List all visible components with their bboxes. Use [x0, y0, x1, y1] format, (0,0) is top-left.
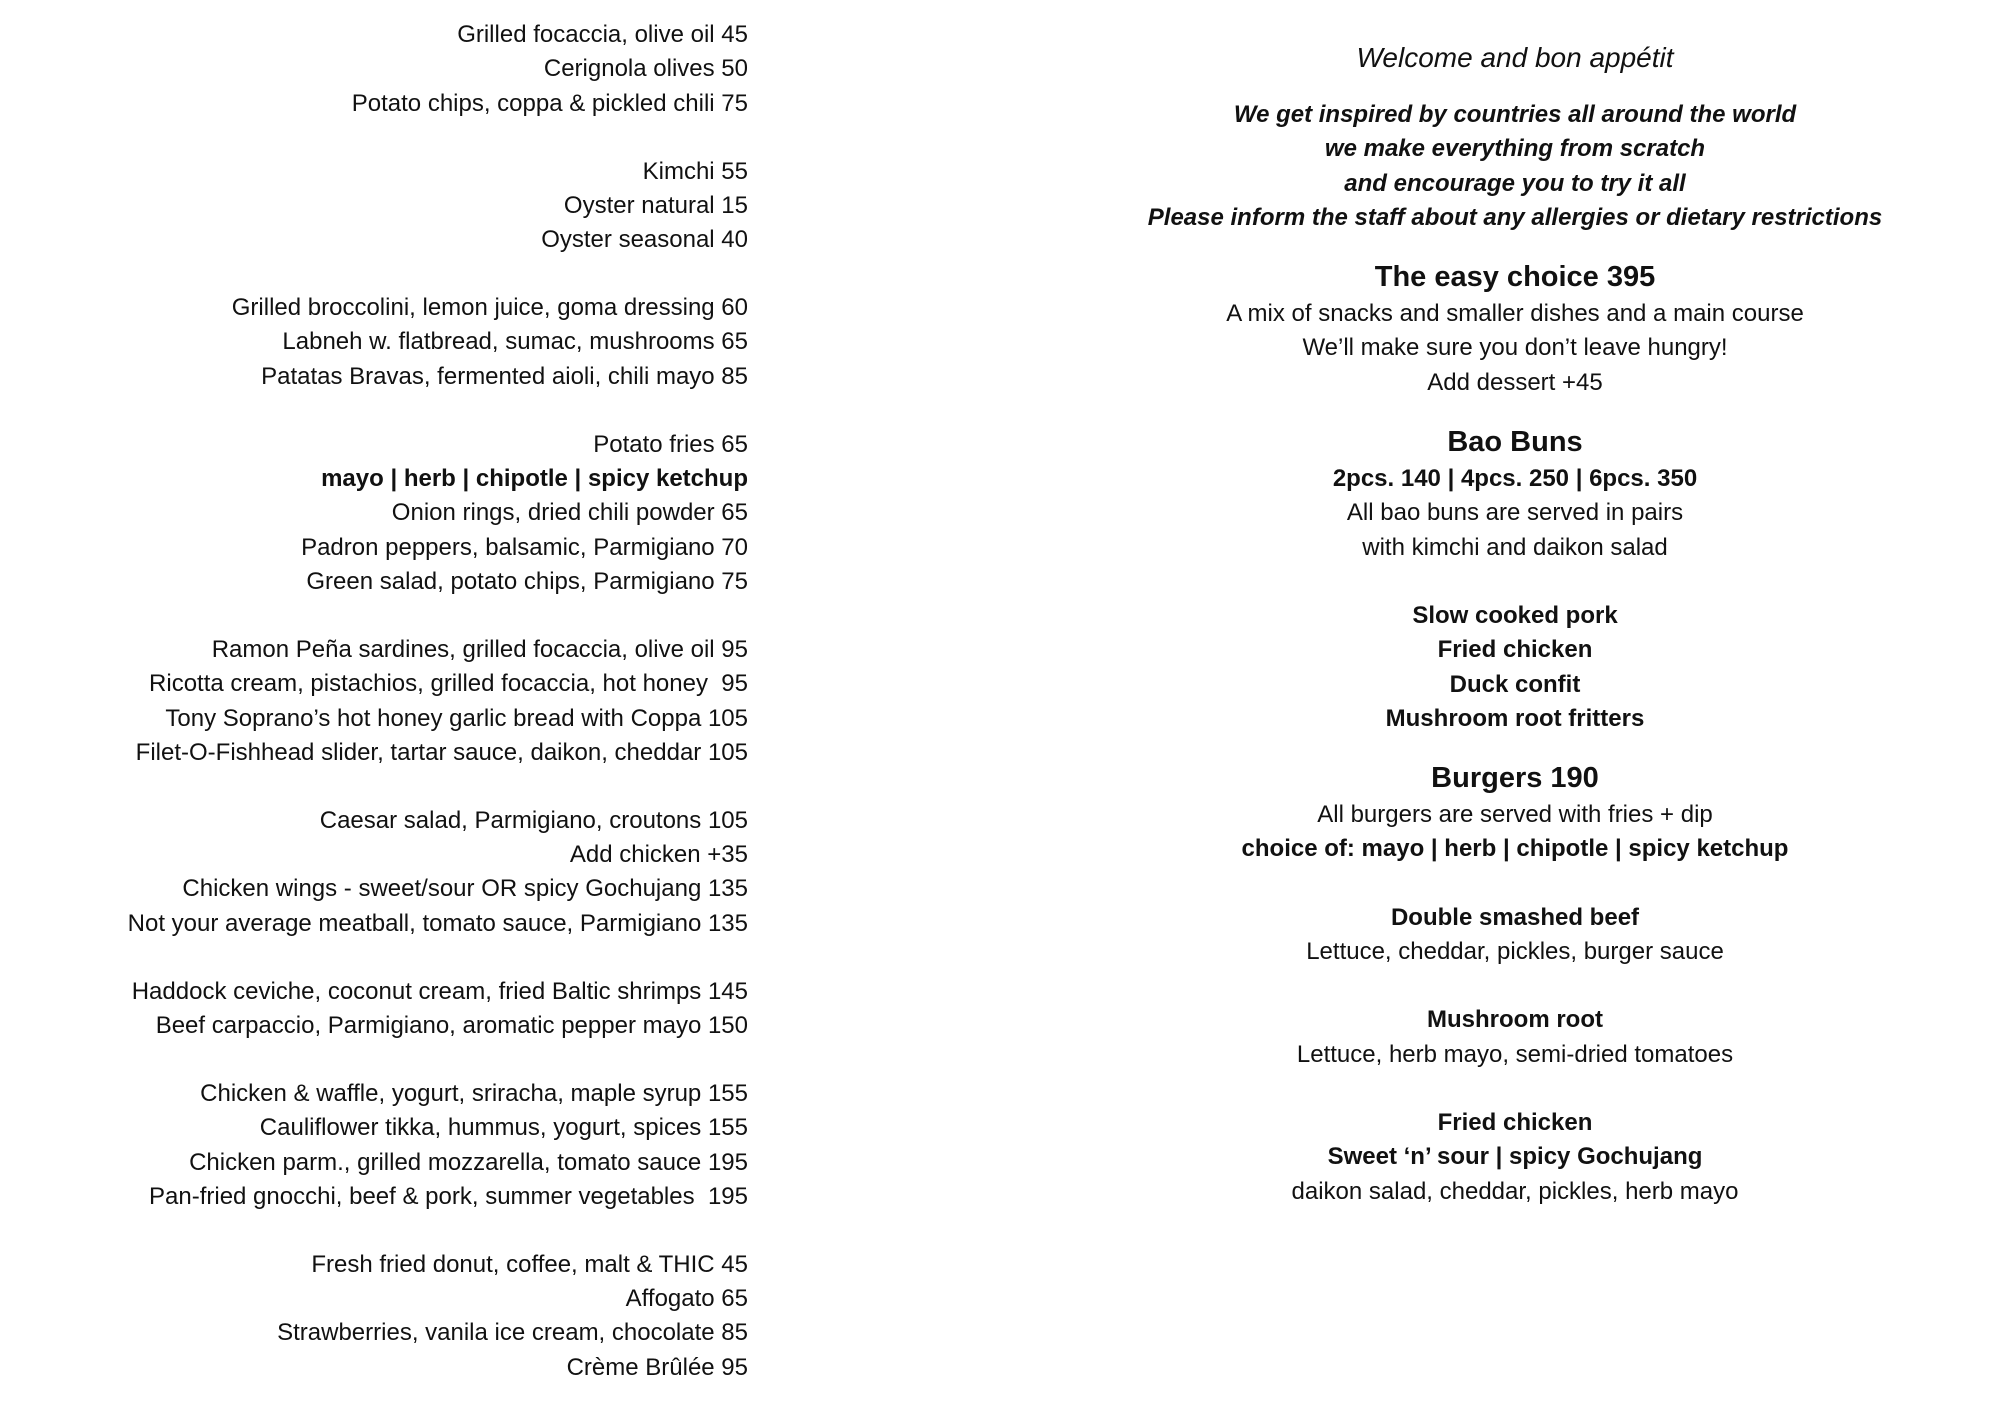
bao-note: with kimchi and daikon salad — [1362, 533, 1668, 561]
menu-item: Caesar salad, Parmigiano, croutons 105 — [319, 806, 748, 834]
section-spacer — [1130, 1072, 1900, 1106]
menu-item: Cauliflower tikka, hummus, yogurt, spices 155 — [259, 1114, 748, 1142]
section-spacer — [1130, 400, 1900, 422]
burger-desc: daikon salad, cheddar, pickles, herb mayo — [1291, 1177, 1739, 1205]
menu-item: Affogato 65 — [625, 1285, 748, 1313]
section-spacer — [1130, 736, 1900, 758]
menu-item: Padron peppers, balsamic, Parmigiano 70 — [301, 533, 748, 561]
bao-item: Slow cooked pork — [1412, 601, 1618, 629]
menu-item: Grilled focaccia, olive oil 45 — [457, 21, 748, 48]
section-spacer — [1130, 565, 1900, 599]
group-spacer — [28, 257, 748, 291]
easy-choice-line: We’ll make sure you don’t leave hungry! — [1302, 334, 1728, 362]
burger-sauce-options: Sweet ‘n’ sour | spicy Gochujang — [1327, 1143, 1703, 1171]
welcome-title: Welcome and bon appétit — [1356, 42, 1674, 73]
menu-item: Chicken & waffle, yogurt, sriracha, maple syrup 155 — [200, 1079, 748, 1107]
dip-options: mayo | herb | chipotle | spicy ketchup — [321, 465, 748, 493]
group-spacer — [28, 394, 748, 428]
menu-item: Oyster natural 15 — [563, 191, 748, 219]
easy-choice-heading: The easy choice 395 — [1374, 261, 1656, 294]
group-spacer — [28, 941, 748, 975]
bao-note: All bao buns are served in pairs — [1346, 499, 1684, 527]
menu-item: Chicken parm., grilled mozzarella, tomato sauce 195 — [189, 1148, 748, 1176]
easy-choice-line: A mix of snacks and smaller dishes and a main course — [1226, 300, 1804, 328]
burger-name: Mushroom root — [1427, 1006, 1603, 1034]
easy-choice-line: Add dessert +45 — [1427, 368, 1603, 396]
burgers-note: All burgers are served with fries + dip — [1317, 801, 1713, 829]
menu-item: Filet-O-Fishhead slider, tartar sauce, daikon, cheddar 105 — [135, 738, 748, 766]
menu-item: Crème Brûlée 95 — [566, 1353, 748, 1381]
menu-item: Tony Soprano’s hot honey garlic bread with Coppa 105 — [165, 704, 748, 732]
menu-item: Not your average meatball, tomato sauce, Parmigiano 135 — [127, 909, 748, 937]
menu-item: Patatas Bravas, fermented aioli, chili mayo 85 — [261, 362, 748, 390]
menu-item: Kimchi 55 — [642, 157, 748, 185]
menu-item: Grilled broccolini, lemon juice, goma dressing 60 — [231, 294, 748, 322]
group-spacer — [28, 599, 748, 633]
menu-item: Beef carpaccio, Parmigiano, aromatic pepper mayo 150 — [155, 1011, 748, 1039]
group-spacer — [28, 121, 748, 155]
intro-line: We get inspired by countries all around the world — [1233, 101, 1797, 128]
burger-desc: Lettuce, herb mayo, semi-dried tomatoes — [1296, 1040, 1734, 1068]
bao-heading: Bao Buns — [1447, 426, 1583, 459]
menu-item: Labneh w. flatbread, sumac, mushrooms 65 — [282, 328, 748, 356]
menu-item: Cerignola olives 50 — [543, 55, 748, 83]
menu-item: Potato chips, coppa & pickled chili 75 — [351, 89, 748, 117]
menu-item: Chicken wings - sweet/sour OR spicy Gochujang 135 — [182, 875, 748, 903]
menu-item: Add chicken +35 — [569, 841, 748, 869]
right-menu-column — [1130, 38, 1900, 1209]
group-spacer — [28, 1214, 748, 1248]
menu-item: Haddock ceviche, coconut cream, fried Baltic shrimps 145 — [131, 977, 748, 1005]
section-spacer — [1130, 867, 1900, 901]
intro-line: Please inform the staff about any allergies or dietary restrictions — [1147, 203, 1883, 231]
group-spacer — [28, 770, 748, 804]
menu-item: Oyster seasonal 40 — [541, 226, 748, 254]
menu-item: Ricotta cream, pistachios, grilled focaccia, hot honey 95 — [149, 670, 748, 698]
intro-line: we make everything from scratch — [1324, 135, 1706, 163]
menu-item: Fresh fried donut, coffee, malt & THIC 45 — [311, 1250, 748, 1278]
section-spacer — [1130, 969, 1900, 1003]
burgers-dip-choice: choice of: mayo | herb | chipotle | spicy ketchup — [1241, 835, 1789, 863]
burger-name: Double smashed beef — [1390, 903, 1640, 931]
menu-item: Onion rings, dried chili powder 65 — [391, 499, 748, 527]
bao-item: Duck confit — [1449, 670, 1581, 698]
burgers-heading: Burgers 190 — [1431, 762, 1599, 795]
burger-desc: Lettuce, cheddar, pickles, burger sauce — [1306, 938, 1724, 966]
bao-item: Fried chicken — [1437, 636, 1593, 664]
group-spacer — [28, 1043, 748, 1077]
section-spacer — [1130, 235, 1900, 257]
intro-line: and encourage you to try it all — [1344, 169, 1686, 197]
menu-item: Strawberries, vanila ice cream, chocolate 85 — [277, 1319, 748, 1347]
menu-item: Pan-fried gnocchi, beef & pork, summer vegetables 195 — [149, 1182, 748, 1210]
bao-item: Mushroom root fritters — [1385, 704, 1645, 732]
menu-item: Ramon Peña sardines, grilled focaccia, olive oil 95 — [211, 635, 748, 663]
left-menu-column — [28, 18, 748, 1385]
burger-name: Fried chicken — [1437, 1108, 1593, 1136]
menu-item: Potato fries 65 — [593, 430, 748, 458]
menu-item: Green salad, potato chips, Parmigiano 75 — [306, 567, 748, 595]
bao-prices: 2pcs. 140 | 4pcs. 250 | 6pcs. 350 — [1332, 465, 1698, 493]
